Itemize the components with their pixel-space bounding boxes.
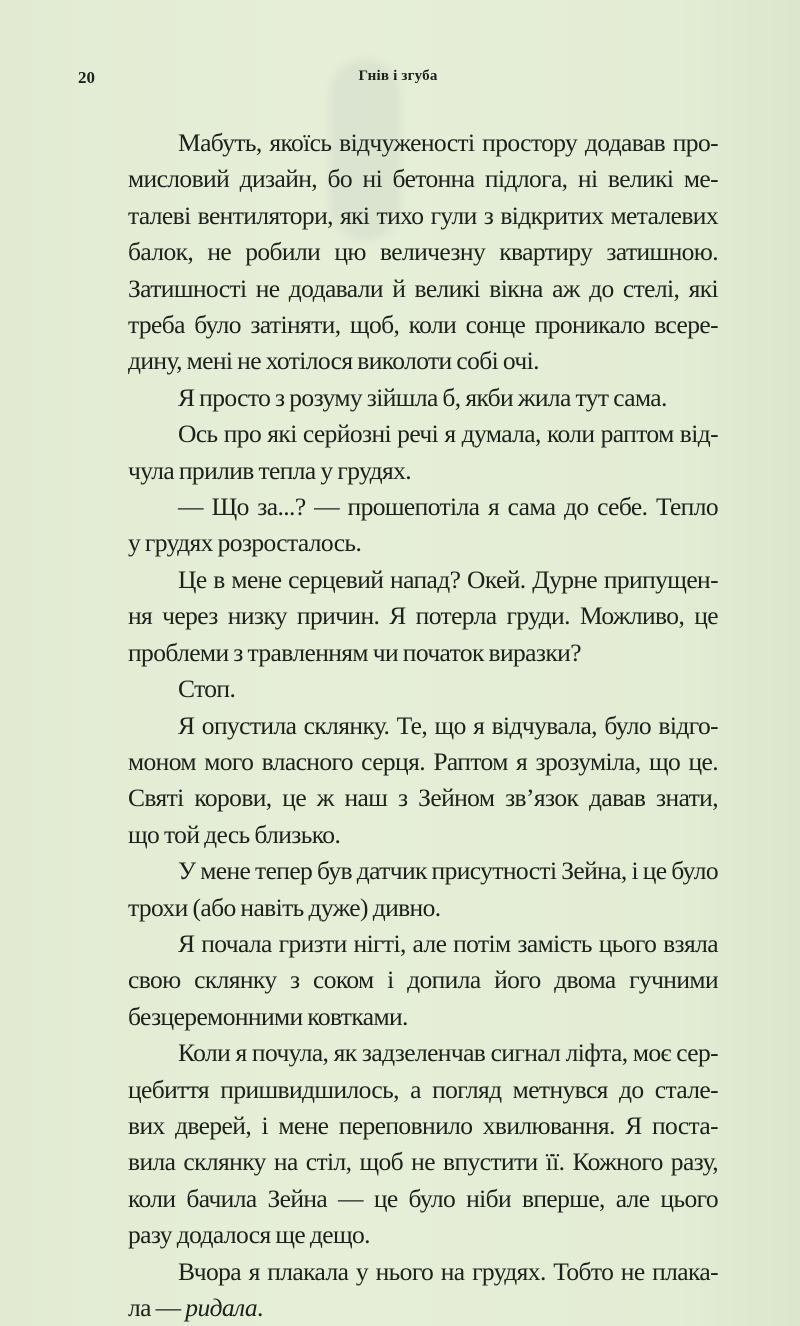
text-fragment: .	[257, 1293, 263, 1322]
text-line: — Що за...? — прошепотіла я сама до себе. Тепло	[178, 492, 718, 522]
text-line: разу додалося ще дещо.	[128, 1220, 370, 1250]
text-line: Я просто з розуму зійшла б, якби жила тут сама.	[178, 382, 667, 412]
text-line: Коли я почула, як задзеленчав сигнал ліфта, моє сер-	[178, 1038, 718, 1068]
text-line: Ось про які серйозні речі я думала, коли раптом від-	[178, 419, 718, 449]
paragraph	[78, 489, 718, 562]
paragraph	[78, 853, 718, 926]
text-line: мисловий дизайн, бо ні бетонна підлога, ні великі ме-	[128, 164, 718, 194]
text-line: треба було затіняти, щоб, коли сонце проникало всере-	[128, 310, 718, 340]
text-line: свою склянку з соком і допила його двома гучними	[128, 965, 718, 995]
text-line: Мабуть, якоїсь відчуженості простору додавав про-	[178, 128, 718, 157]
text-line: Я почала гризти нігті, але потім замість цього взяла	[178, 928, 718, 958]
text-line: коли бачила Зейна — це було ніби вперше, але цього	[128, 1183, 718, 1213]
paragraph	[78, 708, 718, 854]
text-fragment: ла —	[128, 1293, 186, 1322]
text-line: безцеремонними ковтками.	[128, 1001, 408, 1031]
text-line: трохи (або навіть дуже) дивно.	[128, 892, 441, 922]
paragraph	[78, 671, 718, 707]
paragraph	[78, 926, 718, 1035]
text-line: Стоп.	[178, 674, 236, 704]
text-line: ня через низку причин. Я потерла груди. Можливо, це	[128, 601, 718, 631]
text-line: цебиття пришвидшилось, а погляд метнувся до стале-	[128, 1074, 718, 1104]
paragraph	[78, 562, 718, 671]
text-line: проблеми з травленням чи початок виразки?	[128, 637, 581, 667]
text-line: моном мого власного серця. Раптом я зрозуміла, що це.	[128, 746, 718, 776]
text-line: вих дверей, і мене переповнило хвилювання. Я поста-	[128, 1110, 718, 1140]
text-line: що той десь близько.	[128, 819, 341, 849]
text-line: дину, мені не хотілося виколоти собі очі.	[128, 346, 539, 376]
text-line: вила склянку на стіл, щоб не впустити її. Кожного разу,	[128, 1147, 718, 1177]
text-line: талеві вентилятори, які тихо гули з відкритих металевих	[128, 200, 718, 230]
text-line: У мене тепер був датчик присутності Зейна, і це було	[178, 856, 718, 886]
text-line: Я опустила склянку. Те, що я відчувала, було відго-	[178, 710, 718, 740]
italic-emphasis: ридала	[185, 1293, 258, 1322]
page-number: 20	[78, 68, 95, 87]
text-line	[78, 1290, 718, 1326]
text-line: у грудях розросталось.	[128, 528, 362, 558]
text-line: балок, не робили цю величезну квартиру затишною.	[128, 237, 718, 267]
paragraph	[78, 380, 718, 416]
text-line: Вчора я плакала у нього на грудях. Тобто не плака-	[178, 1256, 718, 1286]
page-header	[78, 68, 718, 92]
text-line: Це в мене серцевий напад? Окей. Дурне припущен-	[178, 564, 718, 594]
text-line: Затишності не додавали й великі вікна аж до стелі, які	[128, 273, 718, 303]
paragraph	[78, 125, 718, 380]
paragraph	[78, 1035, 718, 1253]
text-line: Святі корови, це ж наш з Зейном зв’язок давав знати,	[128, 783, 718, 813]
paragraph	[78, 1254, 718, 1326]
body-text	[78, 125, 718, 1326]
paragraph	[78, 416, 718, 489]
running-title: Гнів і згуба	[358, 68, 438, 84]
text-line: чула прилив тепла у грудях.	[128, 455, 411, 485]
